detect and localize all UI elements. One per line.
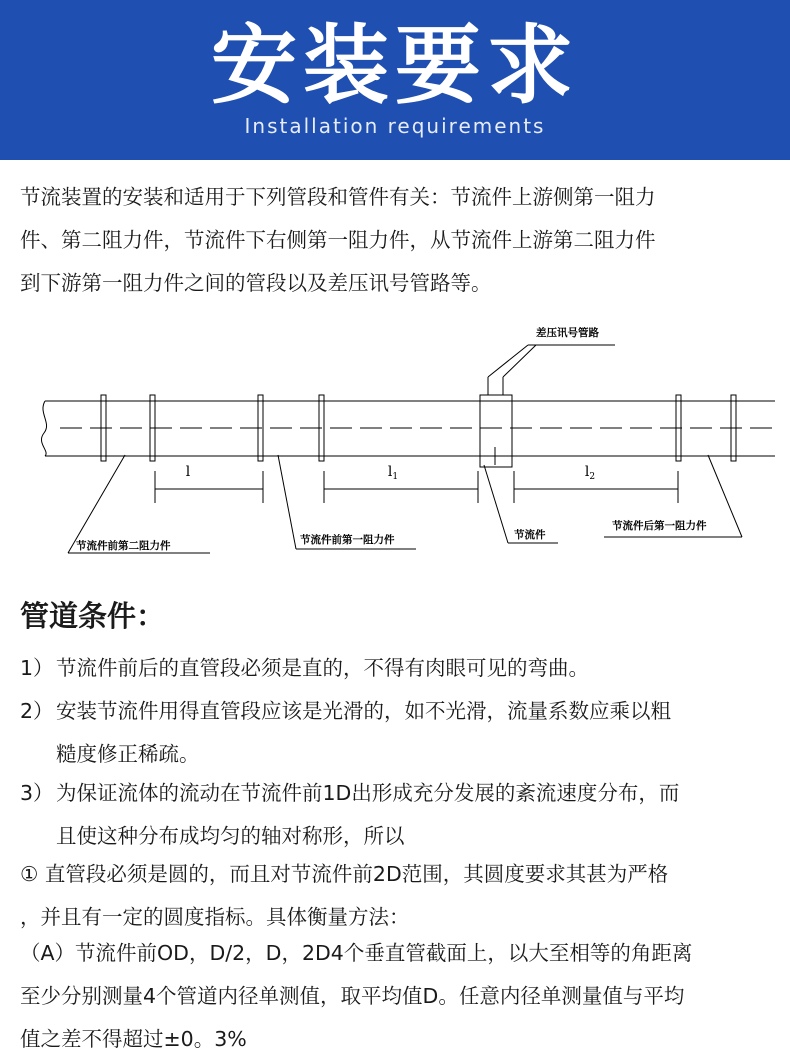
- dimension-label-l2: $l_2$: [584, 464, 596, 482]
- item-text-continued: ，并且有一定的圆度指标。具体衡量方法：: [20, 905, 410, 929]
- condition-item-1: [20, 647, 780, 690]
- label-upstream-second-resistance: 节流件前第二阻力件: [76, 540, 171, 552]
- label-throttle-element: 节流件: [514, 529, 546, 541]
- condition-item-circled-1: [20, 853, 780, 939]
- item-number: 1）: [20, 656, 54, 680]
- item-text: 为保证流体的流动在节流件前1D出形成充分发展的紊流速度分布，而: [56, 781, 680, 805]
- item-text-continued: 至少分别测量4个管道内径单测值，取平均值D。任意内径单测量值与平均: [20, 984, 685, 1008]
- condition-item-3: [20, 772, 780, 858]
- label-pressure-line: 差压讯号管路: [536, 327, 599, 339]
- item-text-continued: 值之差不得超过±0。3%: [20, 1027, 247, 1051]
- item-text: 安装节流件用得直管段应该是光滑的，如不光滑，流量系数应乘以粗: [56, 699, 671, 723]
- intro-paragraph: [20, 176, 780, 305]
- dimension-label-l1: $l_1$: [387, 464, 399, 482]
- item-text-continued: 糙度修正稀疏。: [56, 742, 200, 766]
- section-title-pipe-conditions: 管道条件：: [20, 599, 166, 633]
- page-title: 安装要求: [211, 16, 579, 116]
- condition-item-2: [20, 690, 780, 776]
- item-text-continued: 且使这种分布成均匀的轴对称形，所以: [56, 824, 405, 848]
- pipe-break-left: [41, 401, 46, 456]
- item-text: 直管段必须是圆的，而且对节流件前2D范围，其圆度要求其甚为严格: [38, 862, 669, 886]
- dimension-label-l: l: [185, 464, 191, 480]
- installation-diagram: [0, 305, 790, 570]
- item-number: ①: [20, 862, 39, 886]
- header-banner: [0, 0, 790, 160]
- item-text: （A）节流件前OD，D/2，D，2D4个垂直管截面上，以大至相等的角距离: [20, 941, 693, 965]
- intro-line: 节流装置的安装和适用于下列管段和管件有关：节流件上游侧第一阻力: [20, 185, 656, 209]
- item-number: 2）: [20, 699, 54, 723]
- label-upstream-first-resistance: 节流件前第一阻力件: [300, 534, 395, 546]
- label-downstream-first-resistance: 节流件后第一阻力件: [612, 520, 707, 532]
- intro-line: 件、第二阻力件，节流件下右侧第一阻力件，从节流件上游第二阻力件: [20, 228, 656, 252]
- page-subtitle: Installation requirements: [244, 114, 546, 138]
- item-number: 3）: [20, 781, 54, 805]
- intro-line: 到下游第一阻力件之间的管段以及差压讯号管路等。: [20, 271, 492, 295]
- item-text: 节流件前后的直管段必须是直的，不得有肉眼可见的弯曲。: [56, 656, 589, 680]
- condition-item-a: [20, 932, 780, 1061]
